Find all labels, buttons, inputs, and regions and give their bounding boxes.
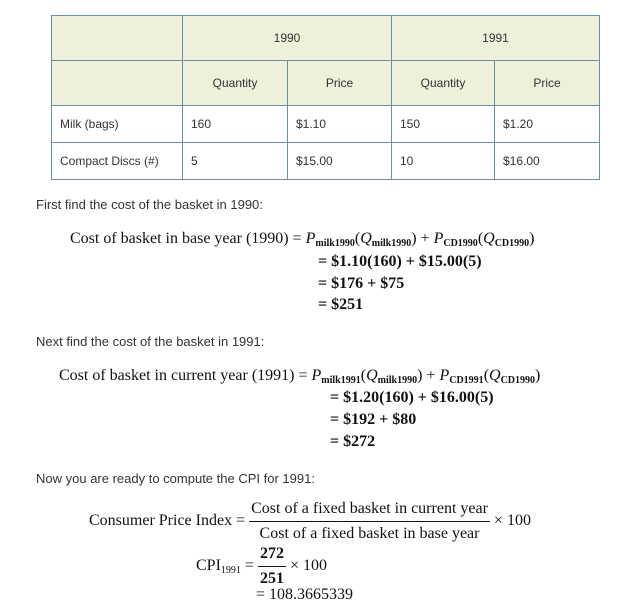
cpi-1991-denominator: 251 [259,570,284,587]
header-year-1990: 1990 [183,16,392,61]
equation-current-year-step2: = $192 + $80 [330,411,417,428]
item-cell: Milk (bags) [52,106,183,143]
equation-cpi-1991-result: = 108.3665339 [256,586,354,603]
header-quantity-1991: Quantity [392,61,495,106]
equation-current-year-step3: = $272 [330,433,376,450]
instruction-text-1990: First find the cost of the basket in 1990: [36,197,263,212]
eq2-step1-value: $1.20(160) + $16.00(5) [343,389,494,406]
eq3-lhs: Consumer Price Index [89,512,233,530]
equation-base-year-step3: = $251 [318,296,364,313]
header-year-1991: 1991 [392,16,600,61]
cpi-1991-fraction [258,545,286,588]
eq2-step2-value: $192 + $80 [343,411,417,428]
instruction-text-1991: Next find the cost of the basket in 1991: [36,334,265,349]
eq1-step3-value: $251 [331,296,364,313]
quantity-1990-cell: 5 [183,143,288,180]
equation-base-year-line1: Cost of basket in base year $(1990) = P_{milk1990}(Q_{milk1990}) + P_{CD1990}(Q_{CD1990})$ [70,230,535,249]
quantity-1990-cell: 160 [183,106,288,143]
price-1990-cell: $15.00 [288,143,392,180]
quantity-1991-cell: 150 [392,106,495,143]
eq1-lhs: Cost of basket in base year (1990) [70,230,289,247]
header-quantity-1990: Quantity [183,61,288,106]
price-1991-cell: $1.20 [495,106,600,143]
cpi-1991-multiplier: × 100 [289,557,327,575]
header-price-1991: Price [495,61,600,106]
cpi-denominator: Cost of a fixed basket in base year [259,525,480,542]
cpi-fraction [249,500,490,543]
price-quantity-table [51,15,600,180]
header-price-1990: Price [288,61,392,106]
cpi-1991-result-value: 108.3665339 [269,586,354,603]
quantity-1991-cell: 10 [392,143,495,180]
equation-base-year-step1: = $1.10(160) + $15.00(5) [318,253,482,270]
price-1991-cell: $16.00 [495,143,600,180]
price-1990-cell: $1.10 [288,106,392,143]
equation-current-year-line1: Cost of basket in current year $(1991) = P_{milk1991}(Q_{milk1990}) + P_{CD1991}(Q_{CD1990})$ [59,367,541,386]
instruction-text-cpi: Now you are ready to compute the CPI for 1991: [36,471,315,486]
item-cell: Compact Discs (#) [52,143,183,180]
eq2-step3-value: $272 [343,433,376,450]
eq1-step2-value: $176 + $75 [331,275,405,292]
table-header-years [52,16,600,61]
cpi-numerator: Cost of a fixed basket in current year [249,500,490,522]
equation-current-year-step1: = $1.20(160) + $16.00(5) [330,389,494,406]
eq1-step1-value: $1.10(160) + $15.00(5) [331,253,482,270]
table-header-columns [52,61,600,106]
eq2-lhs: Cost of basket in current year (1991) [59,367,295,384]
equation-base-year-step2: = $176 + $75 [318,275,405,292]
header-blank-cell [52,16,183,61]
table-row [52,143,600,180]
cpi-1991-numerator: 272 [258,545,286,567]
cpi-multiplier: × 100 [493,512,531,530]
header-blank-cell [52,61,183,106]
cpi-1991-label: $CPI_{1991}$ [196,557,241,577]
table-row [52,106,600,143]
equation-cpi-1991: $CPI_{1991}$ = $\frac{272}{251}$ × 100 [196,545,327,587]
equation-cpi-definition: Consumer Price Index = $\frac{\text{Cost of a fixed basket in current year}}{\text{Cost of a fixed basket in base year}}$ × 100 [89,500,531,542]
